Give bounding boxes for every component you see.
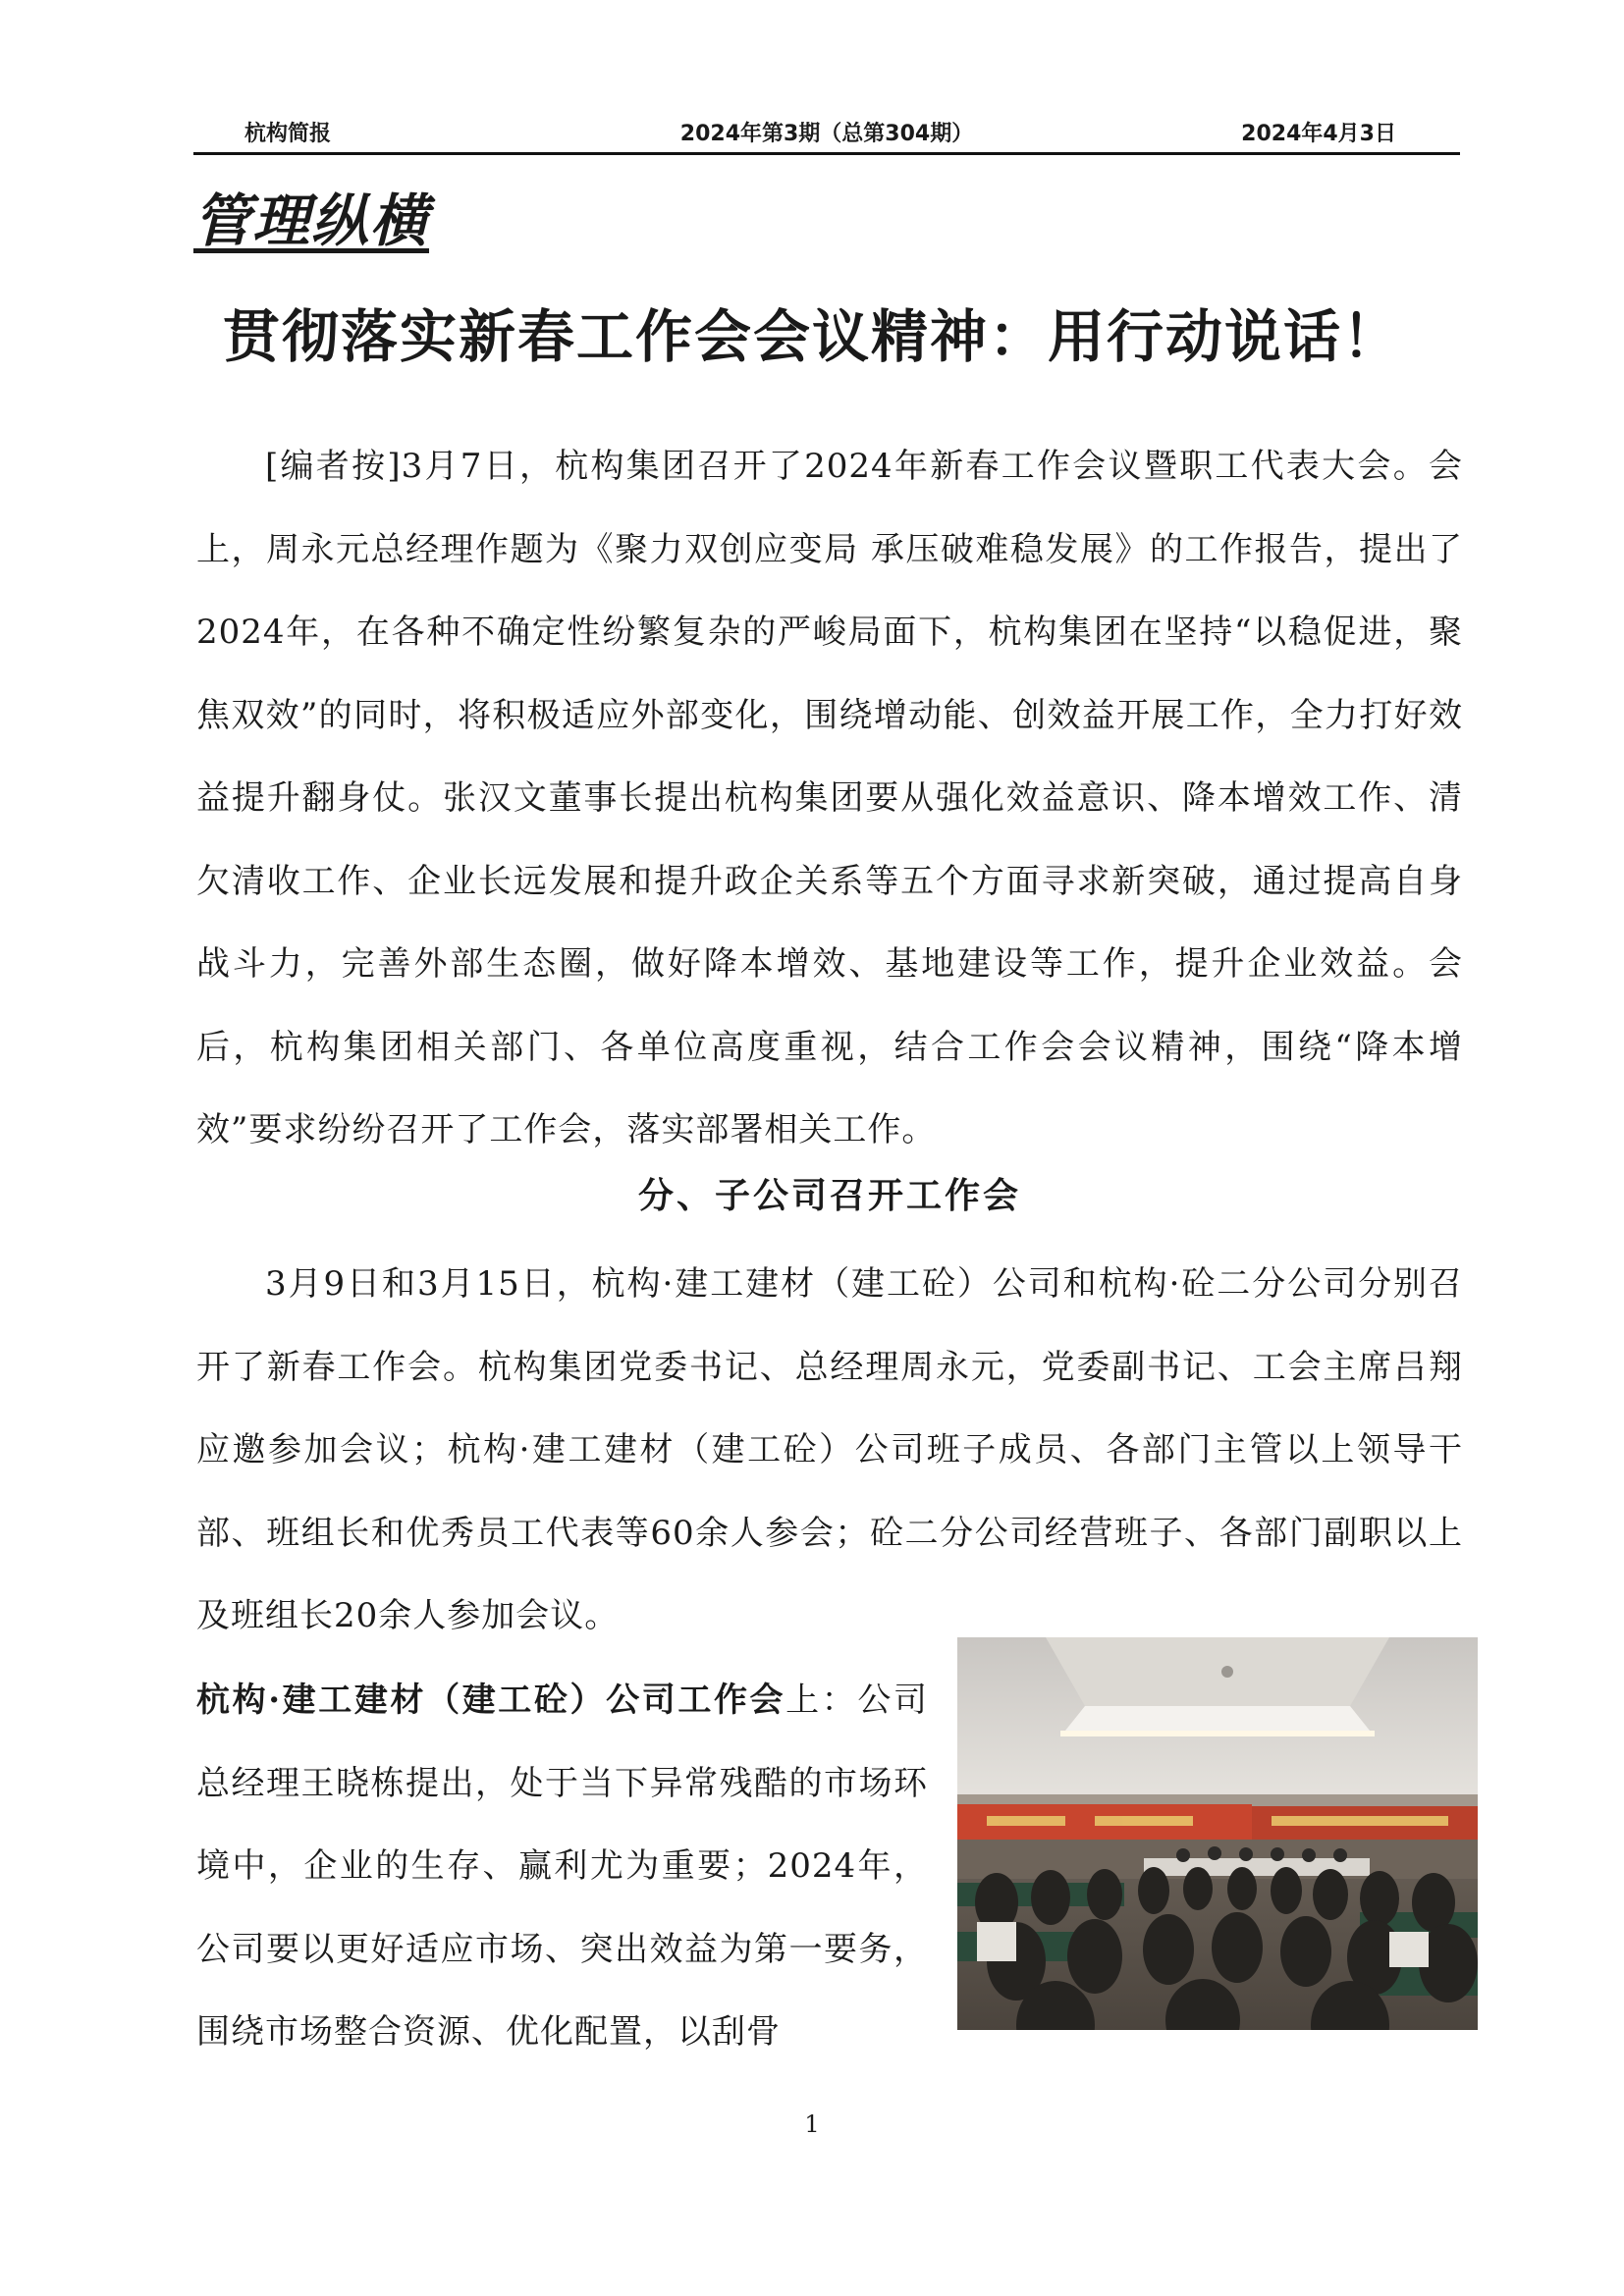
page-header <box>193 111 1460 155</box>
intro-text: [编者按]3月7日，杭构集团召开了2024年新春工作会议暨职工代表大会。会上，周永元总经理作题为《聚力双创应变局 承压破难稳发展》的工作报告，提出了2024年，在各种不确定性纷繁复杂的严峻局面下，杭构集团在坚持“以稳促进，聚焦双效”的同时，将积极适应外部变化，围绕增动能、创效益开展工作，全力打好效益提升翻身仗。张汉文董事长提出杭构集团要从强化效益意识、降本增效工作、清欠清收工作、企业长远发展和提升政企关系等五个方面寻求新突破，通过提高自身战斗力，完善外部生态圈，做好降本增效、基地建设等工作，提升企业效益。会后，杭构集团相关部门、各单位高度重视，结合工作会会议精神，围绕“降本增效”要求纷纷召开了工作会，落实部署相关工作。 <box>196 447 1463 1149</box>
header-publication: 杭构简报 <box>244 122 332 146</box>
company-meeting-label: 杭构·建工建材（建工砼）公司工作会 <box>196 1681 786 1720</box>
article-title: 贯彻落实新春工作会会议精神：用行动说话！ <box>222 303 1401 370</box>
page-number: 1 <box>804 2110 820 2138</box>
intro-paragraph <box>196 425 1463 1172</box>
meeting-photo <box>957 1637 1478 2030</box>
body-paragraph-text: 3月9日和3月15日，杭构·建工建材（建工砼）公司和杭构·砼二分公司分别召开了新春工作会。杭构集团党委书记、总经理周永元，党委副书记、工会主席吕翔应邀参加会议；杭构·建工建材（建工砼）公司班子成员、各部门主管以上领导干部、班组长和优秀员工代表等60余人参会；砼二分公司经营班子、各部门副职以上及班组长20余人参加会议。 <box>196 1264 1463 1635</box>
body-paragraph-wrapped-text: 上：公司总经理王晓栋提出，处于当下异常残酷的市场环境中，企业的生存、赢利尤为重要；2024年，公司要以更好适应市场、突出效益为第一要务，围绕市场整合资源、优化配置，以刮骨 <box>196 1681 928 2052</box>
header-issue: 2024年第3期（总第304期） <box>679 122 974 146</box>
subsection-heading: 分、子公司召开工作会 <box>637 1176 1021 1216</box>
body-paragraph-wrapped <box>196 1659 928 2074</box>
body-paragraph <box>196 1243 1463 1658</box>
section-title: 管理纵横 <box>193 187 430 254</box>
header-date: 2024年4月3日 <box>1241 122 1396 146</box>
